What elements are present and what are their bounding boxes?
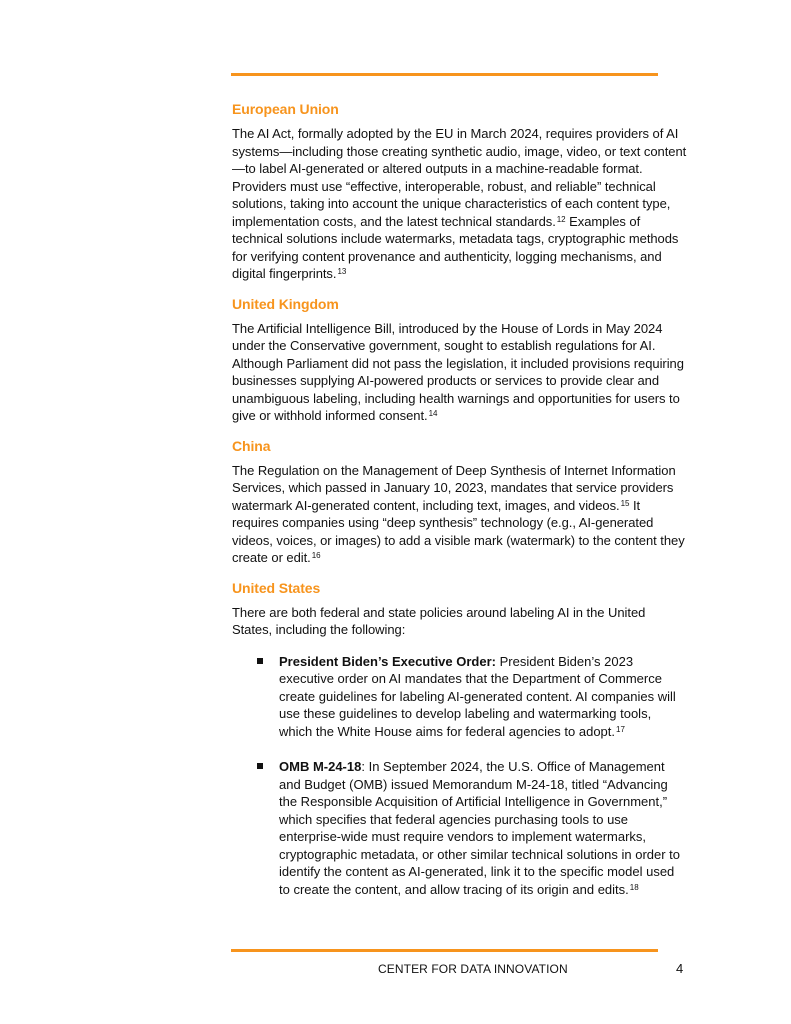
heading-united-kingdom: United Kingdom [232,295,339,312]
top-rule [231,73,658,76]
footnote-ref[interactable]: 16 [311,551,321,560]
footnote-ref[interactable]: 15 [620,498,630,508]
footnote-ref[interactable]: 17 [616,724,625,734]
bottom-rule [231,949,658,952]
policy-list [232,653,687,899]
footer-organization: CENTER FOR DATA INNOVATION [378,962,568,976]
paragraph-china: The Regulation on the Management of Deep Synthesis of Internet Information Services, which passed in January 10, 2023, mandates that service providers watermark AI-generated content, including text, images, and videos.$^{15}$ It requires companies using “deep synthesis” technology (e.g., AI-generated videos, voices, or images) to add a visible mark (watermark) to the content they create or edit.$^{16}$ [232,462,685,565]
paragraph-united-states: There are both federal and state policies around labeling AI in the United States, including the following: [232,604,646,637]
footnote-ref[interactable]: 18 [629,882,639,892]
footnote-ref[interactable]: 12 [556,214,566,224]
list-item: OMB M-24-18: In September 2024, the U.S. Office of Management and Budget (OMB) issued Memorandum M-24-18, titled “Advancing the Responsible Acquisition of Artificial Intelligence in Government,” which specifies that federal agencies purchasing tools to use enterprise-wide must require vendors to implement watermarks, cryptographic metadata, or other similar technical solutions in order to identify the content as AI-generated, link it to the specific model used to create the content, and allow tracing of its origin and edits.$^{18}$ [232,758,687,898]
page-content [232,100,687,916]
page-number: 4 [676,961,684,976]
paragraph-united-kingdom: The Artificial Intelligence Bill, introduced by the House of Lords in May 2024 under the Conservative government, sought to establish regulations for AI. Although Parliament did not pass the legislation, it included provisions requiring businesses supplying AI-powered products or services to provide clear and unambiguous labeling, including health warnings and opportunities for users to give or withhold informed consent.$^{14}$ [232,320,684,423]
heading-european-union: European Union [232,101,339,117]
paragraph-european-union: The AI Act, formally adopted by the EU in March 2024, requires providers of AI systems—including those creating synthetic audio, image, video, or text content—to label AI-generated or altered outputs in a machine-readable format. Providers must use “effective, interoperable, robust, and reliable” technical solutions, taking into account the unique characteristics of each content type, implementation costs, and the latest technical standards.$^{12}$ Examples of technical solutions include watermarks, metadata tags, cryptographic methods for verifying content provenance and authenticity, logging mechanisms, and digital fingerprints.$^{13}$ [232,126,687,281]
footnote-ref[interactable]: 13 [337,267,347,276]
list-item: President Biden’s Executive Order: President Biden’s 2023 executive order on AI mandates that the Department of Commerce create guidelines for labeling AI-generated content. AI companies will use these guidelines to develop labeling and watermarking tools, which the White House aims for federal agencies to adopt.$^{17}$ [232,653,687,741]
list-item-lead: OMB M-24-18 [279,759,362,774]
square-bullet-icon [257,763,263,769]
footnote-ref[interactable]: 14 [428,409,438,418]
list-item-lead: President Biden’s Executive Order: [279,653,496,669]
square-bullet-icon [257,658,263,664]
heading-china: China [232,437,271,454]
heading-united-states: United States [232,579,321,596]
